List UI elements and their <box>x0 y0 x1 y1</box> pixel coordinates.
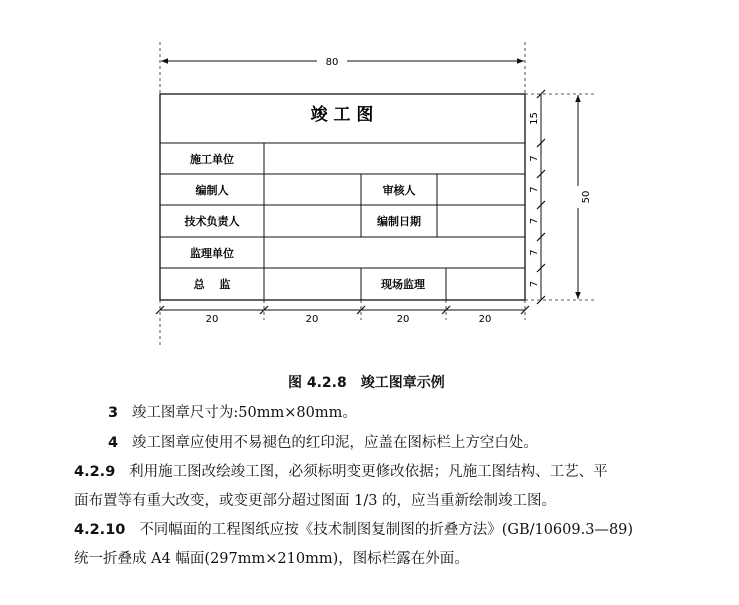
dim-total-width: 80 <box>325 57 339 68</box>
label-chief: 总 监 <box>193 278 231 291</box>
item-3-text: 竣工图章尺寸为:50mm×80mm。 <box>131 405 357 421</box>
dim-col-3: 20 <box>396 314 410 325</box>
section-4-2-10-line-2: 统一折叠成 A4 幅面(297mm×210mm)，图标栏露在外面。 <box>74 551 469 567</box>
dim-row-3: 7 <box>529 186 540 193</box>
section-4-2-10-line-1: 不同幅面的工程图纸应按《技术制图复制图的折叠方法》(GB/10609.3—89) <box>139 522 634 538</box>
label-compile-date: 编制日期 <box>377 215 421 228</box>
section-4-2-9-line-1: 利用施工图改绘竣工图，必须标明变更修改依据；凡施工图结构、工艺、平 <box>129 464 608 480</box>
item-3-number: 3 <box>108 405 119 421</box>
section-4-2-9-number: 4.2.9 <box>74 464 116 480</box>
dim-row-2: 7 <box>529 155 540 162</box>
section-4-2-10 <box>74 520 633 540</box>
item-4-text: 竣工图章应使用不易褪色的红印泥，应盖在图标栏上方空白处。 <box>131 435 538 451</box>
item-4-number: 4 <box>108 435 119 451</box>
figure-caption: 图 4.2.8 竣工图章示例 <box>288 375 445 391</box>
dim-row-1: 15 <box>529 112 540 125</box>
section-4-2-10-number: 4.2.10 <box>74 522 126 538</box>
dim-col-4: 20 <box>478 314 492 325</box>
dim-row-4: 7 <box>529 217 540 225</box>
dim-row-5: 7 <box>529 249 540 256</box>
label-construction-unit: 施工单位 <box>190 153 234 166</box>
label-tech-lead: 技术负责人 <box>184 215 240 228</box>
stamp-title: 竣 工 图 <box>310 105 374 125</box>
label-supervision-unit: 监理单位 <box>190 247 234 260</box>
section-4-2-9 <box>74 462 608 482</box>
item-3 <box>108 403 357 423</box>
section-4-2-9-line-2: 面布置等有重大改变，或变更部分超过图面 1/3 的，应当重新绘制竣工图。 <box>74 493 557 509</box>
label-compiler: 编制人 <box>195 184 229 197</box>
label-reviewer: 审核人 <box>382 184 416 197</box>
dim-total-height: 50 <box>581 190 592 204</box>
item-4 <box>108 433 538 453</box>
dim-row-6: 7 <box>529 280 540 288</box>
dim-col-2: 20 <box>305 314 319 325</box>
dim-col-1: 20 <box>205 314 219 325</box>
label-site-supervisor: 现场监理 <box>381 278 425 291</box>
